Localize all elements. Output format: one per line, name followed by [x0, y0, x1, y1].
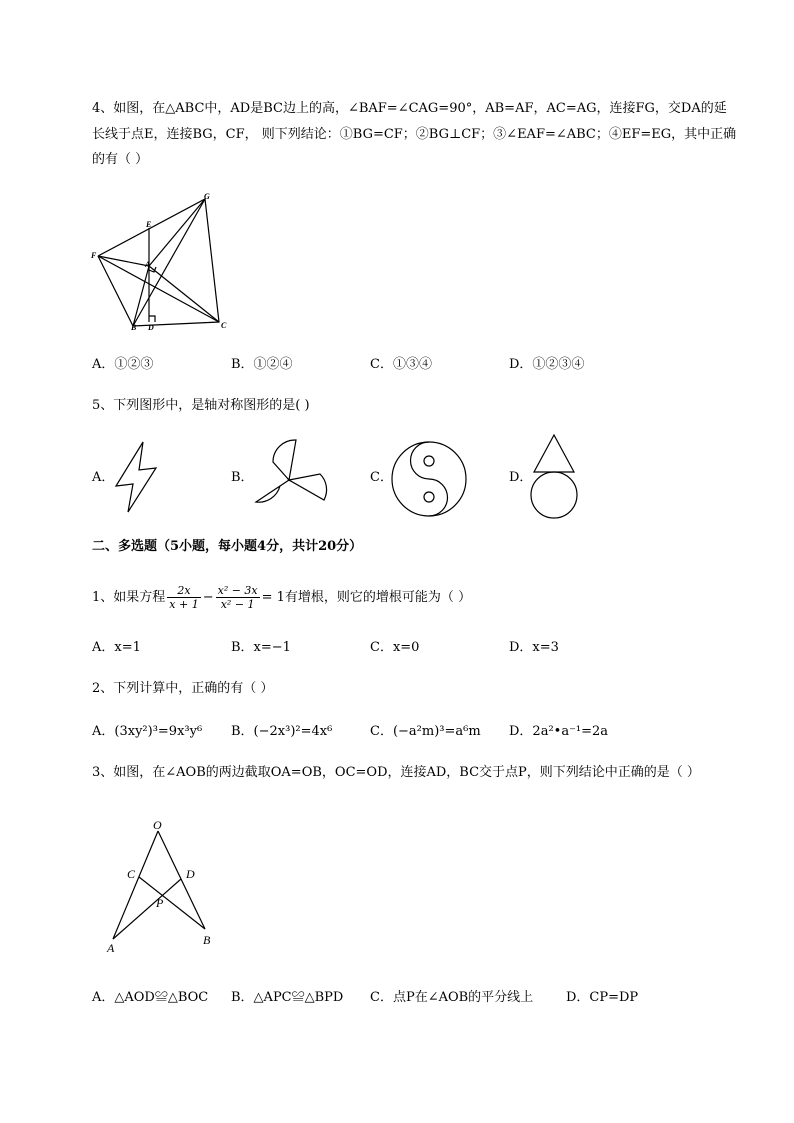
m1-stem [92, 582, 471, 614]
q5-option-b: B． [231, 470, 254, 485]
m1-option-b: B．x=−1 [231, 640, 291, 655]
m2-option-a: A．(3xy²)³=9x³y⁶ [92, 724, 203, 739]
q4-label-d: D [148, 323, 154, 332]
m3-side-ob [158, 831, 205, 929]
m3-segment-bc [139, 877, 205, 929]
m3-side-oa [113, 831, 158, 939]
section-title: 二、多选题（5小题，每小题4分，共计20分） [92, 539, 363, 554]
m1-option-d: D．x=3 [509, 640, 559, 655]
triangle-over-circle-icon [526, 432, 582, 522]
q4-label-a: A [145, 260, 151, 269]
m3-option-c: C．点P在∠AOB的平分线上 [370, 990, 534, 1005]
q4-stem-line3: 的有（ ） [92, 152, 149, 167]
m1-option-c: C．x=0 [370, 640, 420, 655]
q4-option-d: D．①②③④ [509, 357, 585, 372]
m1-prefix: 1、如果方程 [92, 590, 166, 605]
q4-segment-ac [149, 266, 219, 322]
q5-option-a: A． [92, 470, 115, 485]
m3-option-d: D．CP=DP [566, 990, 639, 1005]
m1-fraction-1 [167, 584, 200, 611]
m1-frac2-den: x² − 1 [220, 598, 255, 611]
q4-option-a: A．①②③ [92, 357, 154, 372]
m3-figure [100, 812, 230, 957]
q4-segment-fa [98, 256, 149, 266]
q4-segment-fc [98, 256, 219, 322]
m2-option-c: C．(−a²m)³=a⁶m [370, 724, 481, 739]
m3-label-c: C [127, 867, 136, 881]
q4-right-angle-d [149, 316, 155, 322]
m1-frac1-den: x + 1 [169, 598, 199, 611]
m1-suffix: = 1有增根，则它的增根可能为（ ） [261, 590, 472, 605]
q4-segment-ab [133, 266, 149, 326]
m3-label-b: B [203, 933, 211, 947]
m3-label-d: D [186, 867, 195, 881]
q4-label-f: F [91, 251, 97, 260]
m3-label-a: A [107, 941, 115, 955]
m3-option-a: A．△AOD≌△BOC [92, 990, 209, 1005]
q4-option-c: C．①③④ [370, 357, 432, 372]
q4-stem-line2: 长线于点E，连接BG，CF， 则下列结论：①BG=CF；②BG⊥CF；③∠EAF=∠ABC；④EF=EG，其中正确 [92, 127, 737, 142]
m1-frac2-num: x² − 3x [217, 584, 258, 597]
m3-stem: 3、如图，在∠AOB的两边截取OA=OB，OC=OD，连接AD，BC交于点P，则下列结论中正确的是（ ） [92, 765, 700, 780]
m1-minus: − [202, 590, 214, 605]
q4-segment-ag [149, 199, 205, 266]
q5-option-d: D． [509, 470, 533, 485]
q4-label-g: G [204, 192, 210, 201]
m1-fraction-2 [216, 584, 260, 611]
q4-label-e: E [146, 220, 152, 229]
m3-label-p: P [156, 896, 164, 910]
m2-option-b: B．(−2x³)²=4x⁶ [231, 724, 333, 739]
m1-option-a: A．x=1 [92, 640, 141, 655]
m3-segment-ad [113, 879, 181, 939]
q4-figure [88, 188, 248, 338]
m3-option-b: B．△APC≌△BPD [231, 990, 344, 1005]
m2-option-d: D．2a²•a⁻¹=2a [509, 724, 609, 739]
q4-stem-line1: 4、如图，在△ABC中，AD是BC边上的高，∠BAF=∠CAG=90°，AB=AF，AC=AG，连接FG，交DA的延 [92, 101, 727, 116]
m3-label-o: O [153, 818, 162, 832]
yin-yang-icon [390, 440, 468, 518]
pinwheel-icon [252, 438, 330, 510]
lightning-bolt-icon [112, 440, 160, 516]
q5-stem: 5、下列图形中，是轴对称图形的是( ) [92, 398, 310, 413]
m2-stem: 2、下列计算中，正确的有（ ） [92, 681, 274, 696]
q4-label-b: B [131, 323, 137, 332]
q5-option-c: C． [370, 470, 393, 485]
q4-label-c: C [221, 321, 227, 330]
m1-frac1-num: 2x [167, 584, 200, 598]
q4-option-b: B．①②④ [231, 357, 293, 372]
